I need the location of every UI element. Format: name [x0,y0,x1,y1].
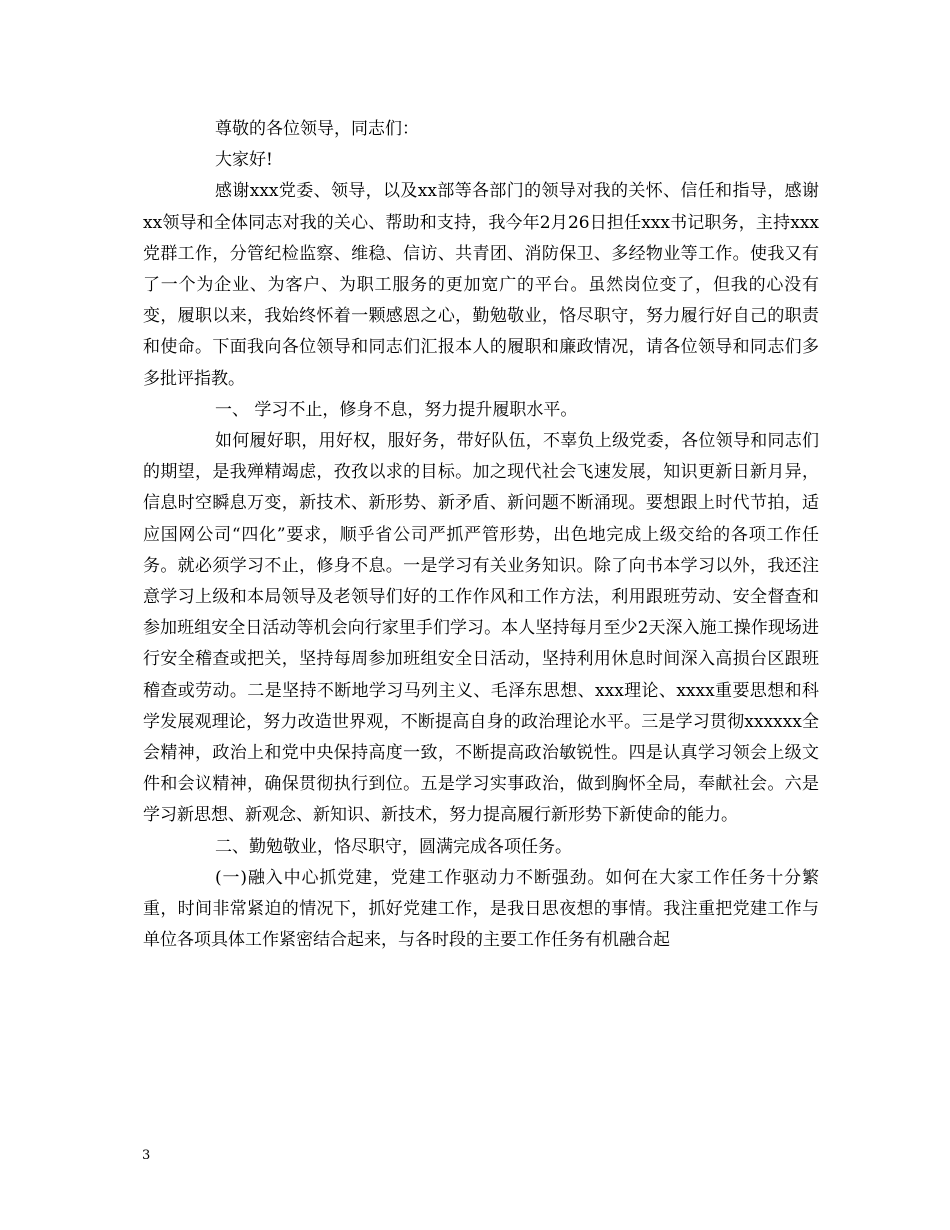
page-number: 3 [142,1148,151,1163]
body-text [143,114,819,956]
salutation: 尊敬的各位领导，同志们： [215,119,419,139]
intro-paragraph: 感谢xxx党委、领导，以及xx部等各部门的领导对我的关怀、信任和指导，感谢xx领导和全体同志对我的关心、帮助和支持，我今年2月26日担任xxx书记职务，主持xxx党群工作，分管纪检监察、维稳、信访、共青团、消防保卫、多经物业等工作。使我又有了一个为企业、为客户、为职工服务的更加宽广的平台。虽然岗位变了，但我的心没有变，履职以来，我始终怀着一颗感恩之心，勤勉敬业，恪尽职守，努力履行好自己的职责和使命。下面我向各位领导和同志们汇报本人的履职和廉政情况，请各位领导和同志们多多批评指教。 [143,181,819,389]
section-2-paragraph: (一)融入中心抓党建，党建工作驱动力不断强劲。如何在大家工作任务十分繁重，时间非常紧迫的情况下，抓好党建工作，是我日思夜想的事情。我注重把党建工作与单位各项具体工作紧密结合起来，与各时段的主要工作任务有机融合起 [143,867,819,951]
greeting: 大家好! [215,150,273,171]
section-1-paragraph: 如何履好职，用好权，服好务，带好队伍，不辜负上级党委，各位领导和同志们的期望，是我殚精竭虑，孜孜以求的目标。加之现代社会飞速发展，知识更新日新月异，信息时空瞬息万变，新技术、新形势、新矛盾、新问题不断涌现。要想跟上时代节拍，适应国网公司“四化”要求，顺乎省公司严抓严管形势，出色地完成上级交给的各项工作任务。就必须学习不止，修身不息。一是学习有关业务知识。除了向书本学习以外，我还注意学习上级和本局领导及老领导们好的工作作风和工作方法，利用跟班劳动、安全督查和参加班组安全日活动等机会向行家里手们学习。本人坚持每月至少2天深入施工操作现场进行安全稽查或把关，坚持每周参加班组安全日活动，坚持利用休息时间深入高损台区跟班稽查或劳动。二是坚持不断地学习马列主义、毛泽东思想、xxx理论、xxxx重要思想和科学发展观理论，努力改造世界观，不断提高自身的政治理论水平。三是学习贯彻xxxxxx全会精神，政治上和党中央保持高度一致，不断提高政治敏锐性。四是认真学习领会上级文件和会议精神，确保贯彻执行到位。五是学习实事政治，做到胸怀全局，奉献社会。六是学习新思想、新观念、新知识、新技术，努力提高履行新形势下新使命的能力。 [143,431,819,826]
section-heading-1: 一、 学习不止，修身不息，努力提升履职水平。 [215,399,578,420]
section-heading-2: 二、勤勉敬业，恪尽职守，圆满完成各项任务。 [215,836,572,857]
